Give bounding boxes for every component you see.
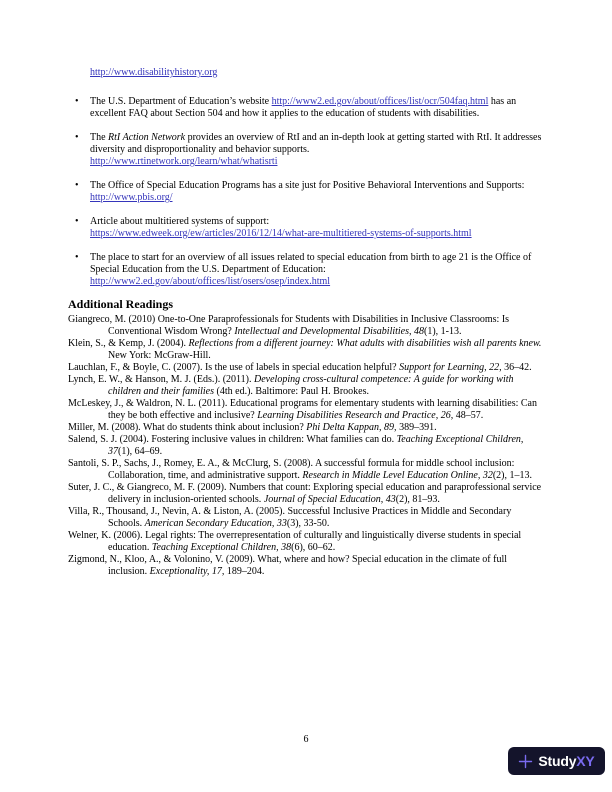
text-run: (4th ed.). Baltimore: Paul H. Brookes. — [214, 386, 369, 397]
reference-entry — [68, 530, 546, 554]
text-run: 48–57. — [453, 410, 484, 421]
text-run: McLeskey, J., & Waldron, N. L. (2011). Educational programs for elementary students with learning disabilities: Can they be both effective and inclusive? — [68, 398, 537, 421]
hyperlink[interactable]: http://www2.ed.gov/about/offices/list/ocr/504faq.html — [271, 96, 489, 107]
hyperlink[interactable]: http://www.pbis.org/ — [90, 192, 173, 203]
reference-entry — [68, 422, 546, 434]
text-run: provides an overview of RtI and an in-depth look at getting started with RtI. It addresses diversity and disproportionality and behavior supports. — [90, 132, 542, 155]
text-run: Exceptionality, 17, — [149, 566, 225, 577]
reference-entry — [68, 458, 546, 482]
text-run: New York: McGraw-Hill. — [108, 350, 211, 361]
text-run: Research in Middle Level Education Online, 32 — [302, 470, 493, 481]
reference-entry — [68, 398, 546, 422]
text-run: 189–204. — [224, 566, 265, 577]
reference-entry — [68, 338, 546, 362]
readings-list — [68, 314, 546, 578]
text-run: 389–391. — [396, 422, 437, 433]
bullet-item — [68, 96, 546, 120]
bullet-marker: • — [75, 96, 79, 107]
page-content — [68, 67, 546, 578]
text-run: Journal of Special Education, 43 — [263, 494, 396, 505]
hyperlink-disabilityhistory[interactable]: http://www.disabilityhistory.org — [90, 67, 218, 78]
text-run: (2), 81–93. — [395, 494, 440, 505]
reference-entry — [68, 314, 546, 338]
text-run: (6), 60–62. — [291, 542, 336, 553]
hyperlink[interactable]: https://www.edweek.org/ew/articles/2016/12/14/what-are-multitiered-systems-of-supports.html — [90, 228, 472, 239]
reference-entry — [68, 554, 546, 578]
text-run: Villa, R., Thousand, J., Nevin, A. & Liston, A. (2005). Successful Inclusive Practices in Middle and Secondary Schools. — [68, 506, 512, 529]
text-run: (1), 1-13. — [424, 326, 462, 337]
text-run: Welner, K. (2006). Legal rights: The overrepresentation of culturally and linguistically diverse students in special education. — [68, 530, 522, 553]
brand-accent: XY — [576, 753, 595, 769]
text-run: The place to start for an overview of all issues related to special education from birth to age 21 is the Office of Special Education from the U.S. Department of Education: — [90, 252, 532, 275]
reference-entry — [68, 374, 546, 398]
bullet-item — [68, 132, 546, 168]
text-run: Article about multitiered systems of support: — [90, 216, 270, 227]
bullet-item — [68, 216, 546, 240]
bullet-marker: • — [75, 216, 79, 227]
bullet-item — [68, 252, 546, 288]
text-run: The Office of Special Education Programs has a site just for Positive Behavioral Interventions and Supports: — [90, 180, 525, 191]
text-run: Learning Disabilities Research and Practice, 26, — [257, 410, 454, 421]
reference-entry — [68, 482, 546, 506]
bullet-list — [68, 96, 546, 288]
bullet-marker: • — [75, 132, 79, 143]
text-run: (1), 64–69. — [118, 446, 163, 457]
text-run: Developing cross-cultural competence: A guide for working with children and their families — [108, 374, 514, 397]
bullet-item — [68, 180, 546, 204]
bullet-marker: • — [75, 180, 79, 191]
brand-name — [538, 755, 594, 767]
text-run: Phi Delta Kappan, 89, — [306, 422, 397, 433]
reference-entry — [68, 506, 546, 530]
plus-icon — [518, 754, 533, 769]
text-run: Salend, S. J. (2004). Fostering inclusive values in children: What families can do. — [68, 434, 397, 445]
text-run: Reflections from a different journey: What adults with disabilities wish all parents knew. — [188, 338, 542, 349]
text-run: The U.S. Department of Education’s website — [90, 96, 272, 107]
text-run: Lauchlan, F., & Boyle, C. (2007). Is the use of labels in special education helpful? — [68, 362, 400, 373]
reference-entry — [68, 362, 546, 374]
text-run: Teaching Exceptional Children, 37 — [108, 434, 524, 457]
text-run: Klein, S., & Kemp, J. (2004). — [68, 338, 189, 349]
text-run: Lynch, E. W., & Hanson, M. J. (Eds.). (2011). — [68, 374, 255, 385]
text-run: Zigmond, N., Kloo, A., & Volonino, V. (2009). What, where and how? Special education in the climate of full inclusion. — [68, 554, 508, 577]
text-run: Suter, J. C., & Giangreco, M. F. (2009). Numbers that count: Exploring special education and paraprofessional service delivery in inclusion-oriented schools. — [68, 482, 542, 505]
text-run: Miller, M. (2008). What do students think about inclusion? — [68, 422, 307, 433]
text-run: RtI Action Network — [108, 132, 186, 143]
text-run: (2), 1–13. — [492, 470, 533, 481]
text-run: Intellectual and Developmental Disabilities, 48 — [234, 326, 425, 337]
brand-primary: Study — [538, 753, 577, 769]
page-number: 6 — [303, 734, 309, 745]
hyperlink[interactable]: http://www2.ed.gov/about/offices/list/osers/osep/index.html — [90, 276, 331, 287]
bullet-marker: • — [75, 252, 79, 263]
text-run: Teaching Exceptional Children, 38 — [151, 542, 292, 553]
reference-entry — [68, 434, 546, 458]
text-run: The — [90, 132, 109, 143]
text-run: (3), 33-50. — [286, 518, 330, 529]
readings-heading: Additional Readings — [68, 297, 174, 311]
studyxy-logo[interactable] — [508, 747, 605, 775]
hyperlink[interactable]: http://www.rtinetwork.org/learn/what/whatisrti — [90, 156, 278, 167]
text-run: 36–42. — [501, 362, 532, 373]
text-run: Santoli, S. P., Sachs, J., Romey, E. A., & McClurg, S. (2008). A successful formula for middle school inclusion: Collaboration, time, and administrative support. — [68, 458, 515, 481]
text-run: Support for Learning, 22, — [399, 362, 502, 373]
text-run: American Secondary Education, 33 — [144, 518, 287, 529]
text-run: Giangreco, M. (2010) One-to-One Paraprofessionals for Students with Disabilities in Inclusive Classrooms: Is Conventional Wisdom Wrong? — [68, 314, 510, 337]
orphan-link-line — [68, 67, 546, 79]
text-run: has an excellent FAQ about Section 504 and how it applies to the education of students with disabilities. — [90, 96, 517, 119]
